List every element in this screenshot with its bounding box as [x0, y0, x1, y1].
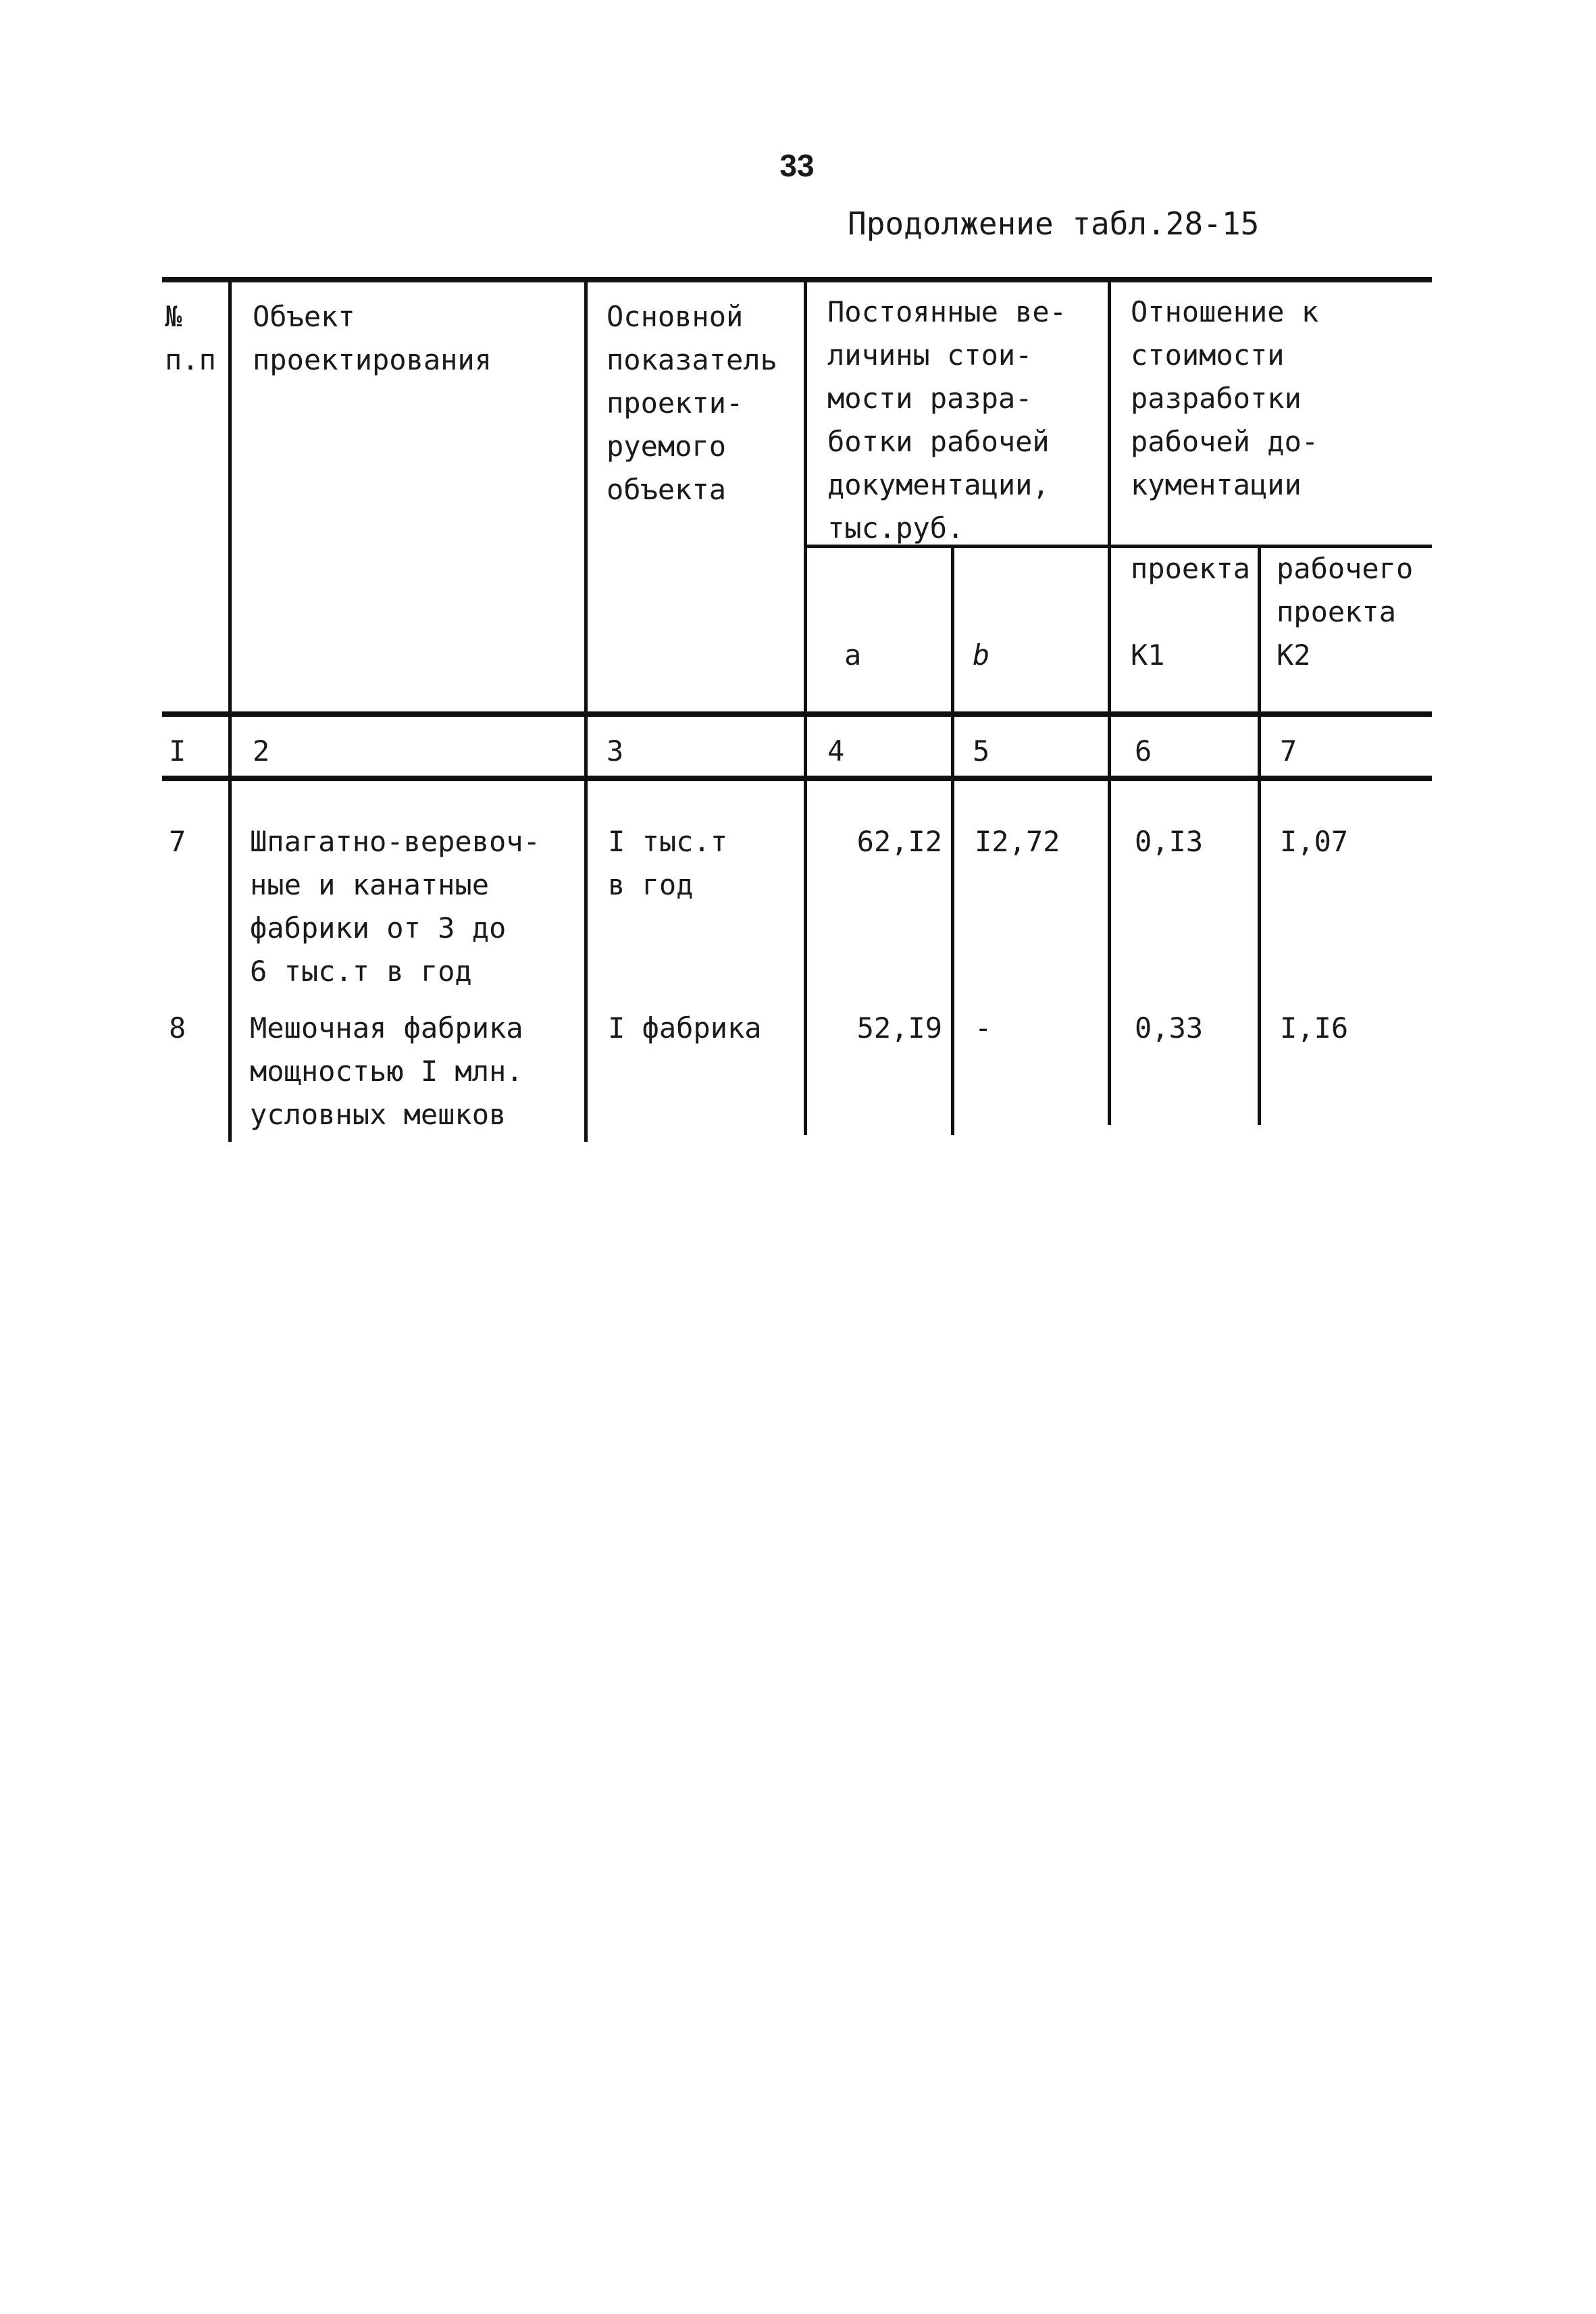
- header-constant-values: Постоянные ве- личины стои- мости разра- ботки рабочей документации, тыс.руб.: [827, 295, 1067, 545]
- column-number-6: 6: [1135, 734, 1152, 768]
- header-indicator: Основной показатель проекти- руемого объекта: [607, 300, 777, 506]
- subheader-k1-title: проекта: [1131, 552, 1251, 585]
- header-object: Объект проектирования: [253, 300, 492, 376]
- col-divider-6: [1258, 546, 1261, 1125]
- col-divider-2: [584, 278, 588, 1142]
- row-value-k1: 0,33: [1135, 1011, 1204, 1045]
- row-value-b: I2,72: [975, 825, 1060, 858]
- row-value-k2: I,07: [1280, 825, 1349, 858]
- subheader-k1: K1: [1131, 638, 1165, 672]
- col-divider-1: [228, 278, 232, 1142]
- column-number-3: 3: [607, 734, 624, 768]
- row-indicator: I тыс.т в год: [608, 825, 728, 901]
- row-number: 7: [169, 825, 186, 858]
- header-bottom-rule: [162, 711, 1432, 717]
- subheader-b: b: [973, 638, 990, 672]
- row-indicator: I фабрика: [608, 1011, 762, 1045]
- table-top-rule: [162, 277, 1432, 282]
- header-row-number: № п.п: [165, 300, 216, 376]
- column-number-4: 4: [827, 734, 845, 768]
- column-number-7: 7: [1280, 734, 1297, 768]
- table-caption: Продолжение табл.28-15: [848, 205, 1260, 242]
- subheader-k2: K2: [1277, 638, 1311, 672]
- header-ratio: Отношение к стоимости разработки рабочей до- кументации: [1131, 295, 1319, 501]
- column-number-2: 2: [253, 734, 270, 768]
- column-number-5: 5: [973, 734, 990, 768]
- row-object: Мешочная фабрика мощностью I млн. условных мешков: [250, 1011, 523, 1131]
- row-number: 8: [169, 1011, 186, 1045]
- row-value-a: 52,I9: [856, 1011, 942, 1045]
- page-number: 33: [779, 148, 815, 183]
- column-number-1: I: [169, 734, 186, 768]
- column-numbers-rule: [162, 776, 1432, 781]
- row-value-a: 62,I2: [856, 825, 942, 858]
- row-object: Шпагатно-веревоч- ные и канатные фабрики от 3 до 6 тыс.т в год: [250, 825, 540, 988]
- row-value-k2: I,I6: [1280, 1011, 1349, 1045]
- subheader-k2-title: рабочего проекта: [1277, 552, 1414, 628]
- row-value-k1: 0,I3: [1135, 825, 1204, 858]
- col-divider-4: [951, 546, 954, 1135]
- subheader-a: a: [844, 638, 862, 672]
- row-value-b: -: [975, 1011, 992, 1045]
- col-divider-5: [1108, 278, 1111, 1125]
